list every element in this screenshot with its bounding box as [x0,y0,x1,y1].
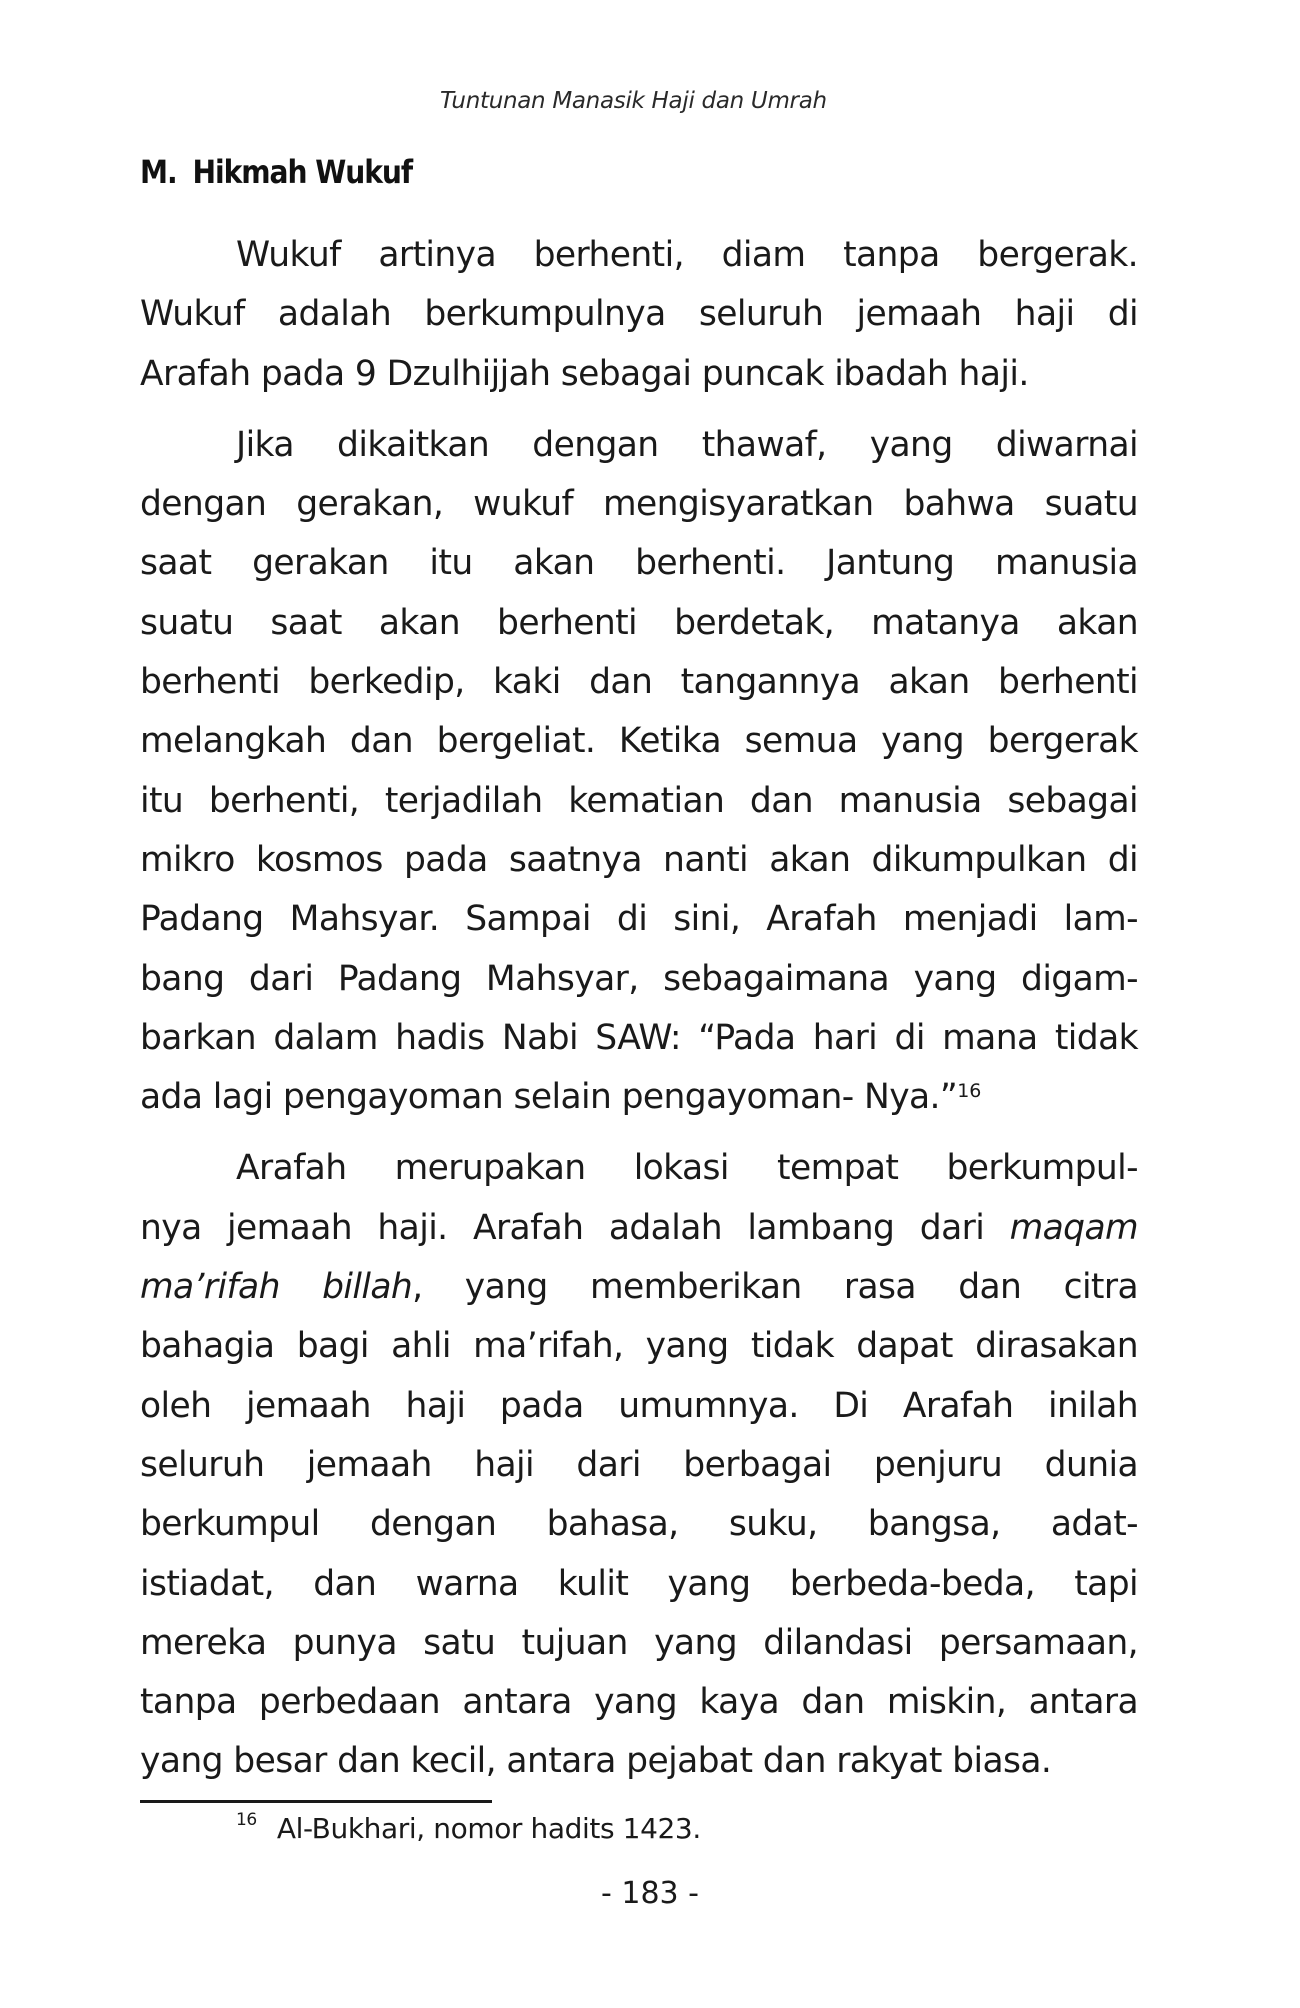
section-marker: M. [140,153,177,191]
footnote [236,1812,701,1845]
section-title: Hikmah Wukuf [192,153,413,191]
text-line: mereka punya satu tujuan yang dilandasi persamaan, [140,1622,1138,1663]
text-line: itu berhenti, terjadilah kematian dan manusia sebagai [140,780,1138,821]
text-line: bang dari Padang Mahsyar, sebagaimana yang digam- [140,958,1138,999]
italic-term: ma’rifah billah [140,1267,413,1308]
section-heading [140,153,412,191]
paragraph-3 [140,1139,1138,1791]
text-line: istiadat, dan warna kulit yang berbeda-beda, tapi [140,1563,1138,1604]
footnote-text: Al-Bukhari, nomor hadits 1423. [276,1812,701,1845]
text-line-mixed [140,1258,1138,1317]
text-line: ada lagi pengayoman selain pengayoman- Nya.” [140,1077,958,1118]
text-segment: , yang memberikan rasa dan citra [412,1267,1138,1308]
text-line: Wukuf artinya berhenti, diam tanpa bergerak. [236,235,1138,275]
paragraph-1 [140,226,1138,404]
text-line: seluruh jemaah haji dari berbagai penjuru dunia [140,1444,1138,1485]
text-line: berkumpul dengan bahasa, suku, bangsa, adat- [140,1504,1138,1545]
text-line: Wukuf adalah berkumpulnya seluruh jemaah haji di [140,294,1138,335]
text-line: Arafah merupakan lokasi tempat berkumpul- [236,1148,1138,1189]
text-line: bahagia bagi ahli ma’rifah, yang tidak dapat dirasakan [140,1326,1138,1367]
text-line: saat gerakan itu akan berhenti. Jantung manusia [140,543,1138,584]
text-line: mikro kosmos pada saatnya nanti akan dikumpulkan di [140,839,1138,880]
text-line: Jika dikaitkan dengan thawaf, yang diwarnai [236,424,1138,465]
footnote-number: 16 [236,1810,257,1830]
text-line: dengan gerakan, wukuf mengisyaratkan bahwa suatu [140,484,1138,525]
body-text [140,226,1138,1804]
text-line: tanpa perbedaan antara yang kaya dan miskin, antara [140,1682,1138,1723]
text-line: berhenti berkedip, kaki dan tangannya akan berhenti [140,662,1138,703]
text-line: yang besar dan kecil, antara pejabat dan rakyat biasa. [140,1741,1052,1782]
text-line-with-footnote [140,1068,1138,1127]
italic-term: maqam [1009,1207,1138,1248]
page-number: - 183 - [601,1876,699,1911]
text-line: suatu saat akan berhenti berdetak, matanya akan [140,602,1138,643]
footnote-reference[interactable]: 16 [957,1080,982,1103]
text-line: Arafah pada 9 Dzulhijjah sebagai puncak ibadah haji. [140,353,1029,394]
text-line-mixed [140,1199,1138,1258]
footnote-divider [140,1800,492,1803]
running-header: Tuntunan Manasik Haji dan Umrah [440,88,827,114]
text-segment: nya jemaah haji. Arafah adalah lambang dari [140,1207,1010,1248]
text-line: barkan dalam hadis Nabi SAW: “Pada hari di mana tidak [140,1017,1138,1058]
text-line: Padang Mahsyar. Sampai di sini, Arafah menjadi lam- [140,899,1138,940]
paragraph-2 [140,416,1138,1128]
text-line: melangkah dan bergeliat. Ketika semua yang bergerak [140,721,1138,762]
text-line: oleh jemaah haji pada umumnya. Di Arafah inilah [140,1385,1138,1426]
